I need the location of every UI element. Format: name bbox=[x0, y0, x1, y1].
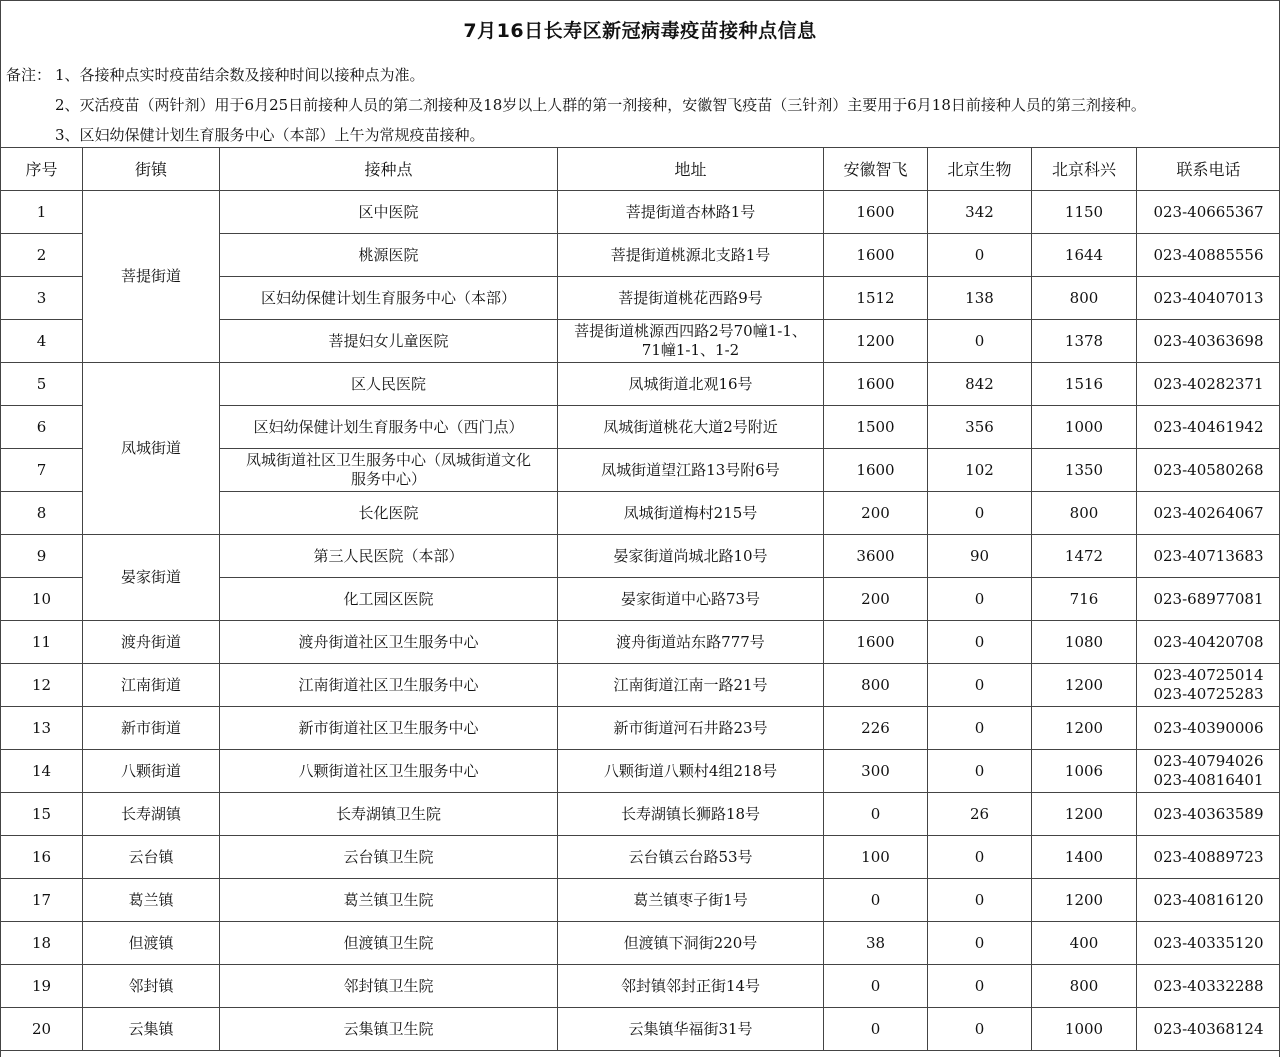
cell-site-line: 云集镇卫生院 bbox=[343, 1019, 434, 1038]
cell-index: 13 bbox=[1, 707, 83, 750]
cell-address-line: 71幢1-1、1-2 bbox=[641, 341, 740, 359]
cell-address bbox=[558, 664, 824, 707]
cell-address bbox=[558, 320, 824, 363]
cell-site-line: 化工园区医院 bbox=[343, 589, 434, 608]
cell-index: 14 bbox=[1, 750, 83, 793]
cell-site-line: 区妇幼保健计划生育服务中心（本部） bbox=[260, 288, 516, 307]
cell-beijing-bio: 0 bbox=[928, 578, 1032, 621]
cell-anhui-zhifei: 0 bbox=[824, 793, 928, 836]
cell-beijing-kexing: 1472 bbox=[1032, 535, 1137, 578]
header-street: 街镇 bbox=[83, 148, 220, 191]
cell-beijing-bio: 342 bbox=[928, 191, 1032, 234]
table-row bbox=[1, 922, 1280, 965]
cell-street: 渡舟街道 bbox=[83, 621, 220, 664]
cell-address-line: 凤城街道梅村215号 bbox=[623, 503, 758, 522]
cell-address bbox=[558, 750, 824, 793]
cell-beijing-bio: 0 bbox=[928, 879, 1032, 922]
cell-site-line: 八颗街道社区卫生服务中心 bbox=[298, 761, 479, 780]
header-index: 序号 bbox=[1, 148, 83, 191]
cell-beijing-kexing: 1200 bbox=[1032, 664, 1137, 707]
cell-beijing-kexing: 1644 bbox=[1032, 234, 1137, 277]
cell-phone bbox=[1137, 836, 1280, 879]
cell-address-line: 菩提街道桃源北支路1号 bbox=[610, 245, 771, 264]
cell-site bbox=[220, 793, 558, 836]
cell-phone bbox=[1137, 879, 1280, 922]
cell-phone bbox=[1137, 535, 1280, 578]
cell-site-line: 邻封镇卫生院 bbox=[343, 976, 434, 995]
cell-address bbox=[558, 707, 824, 750]
cell-phone-line: 023-40816401 bbox=[1153, 771, 1264, 789]
cell-phone-line: 023-40665367 bbox=[1153, 202, 1264, 221]
cell-address bbox=[558, 234, 824, 277]
cell-address-line: 新市街道河石井路23号 bbox=[613, 718, 768, 737]
cell-phone-line: 023-40794026 bbox=[1153, 752, 1264, 770]
vaccination-sites-table bbox=[0, 147, 1280, 1051]
cell-address bbox=[558, 492, 824, 535]
note-line-3 bbox=[55, 124, 485, 145]
table-row bbox=[1, 879, 1280, 922]
cell-address-line: 凤城街道北观16号 bbox=[628, 374, 753, 393]
cell-site bbox=[220, 965, 558, 1008]
cell-site-line: 区中医院 bbox=[358, 202, 419, 221]
cell-index: 8 bbox=[1, 492, 83, 535]
header-site: 接种点 bbox=[220, 148, 558, 191]
table-row bbox=[1, 664, 1280, 707]
cell-anhui-zhifei: 100 bbox=[824, 836, 928, 879]
cell-address bbox=[558, 535, 824, 578]
cell-index: 7 bbox=[1, 449, 83, 492]
table-row bbox=[1, 836, 1280, 879]
cell-phone bbox=[1137, 363, 1280, 406]
cell-site-line: 凤城街道社区卫生服务中心（凤城街道文化 bbox=[245, 451, 531, 469]
cell-beijing-bio: 0 bbox=[928, 621, 1032, 664]
cell-index: 3 bbox=[1, 277, 83, 320]
cell-anhui-zhifei: 0 bbox=[824, 879, 928, 922]
cell-address-line: 晏家街道中心路73号 bbox=[620, 589, 761, 608]
cell-beijing-bio: 356 bbox=[928, 406, 1032, 449]
cell-anhui-zhifei: 200 bbox=[824, 578, 928, 621]
cell-site-line: 江南街道社区卫生服务中心 bbox=[298, 675, 479, 694]
cell-anhui-zhifei: 38 bbox=[824, 922, 928, 965]
cell-anhui-zhifei: 1512 bbox=[824, 277, 928, 320]
cell-address-line: 渡舟街道站东路777号 bbox=[616, 632, 765, 651]
header-beijing-bio: 北京生物 bbox=[928, 148, 1032, 191]
cell-phone bbox=[1137, 922, 1280, 965]
cell-site bbox=[220, 277, 558, 320]
cell-index: 4 bbox=[1, 320, 83, 363]
cell-site-line: 葛兰镇卫生院 bbox=[343, 890, 434, 909]
cell-street: 八颗街道 bbox=[83, 750, 220, 793]
cell-beijing-bio: 0 bbox=[928, 965, 1032, 1008]
cell-address-line: 葛兰镇枣子街1号 bbox=[633, 890, 748, 909]
cell-site-line: 菩提妇女儿童医院 bbox=[328, 331, 449, 350]
cell-index: 2 bbox=[1, 234, 83, 277]
cell-index: 19 bbox=[1, 965, 83, 1008]
table-row bbox=[1, 621, 1280, 664]
cell-address-line: 菩提街道桃花西路9号 bbox=[618, 288, 763, 307]
cell-anhui-zhifei: 1600 bbox=[824, 449, 928, 492]
cell-phone bbox=[1137, 320, 1280, 363]
cell-address-line: 凤城街道望江路13号附6号 bbox=[601, 460, 780, 479]
page-title: 7月16日长寿区新冠病毒疫苗接种点信息 bbox=[463, 20, 817, 42]
cell-beijing-bio: 138 bbox=[928, 277, 1032, 320]
cell-address-line: 八颗街道八颗村4组218号 bbox=[603, 761, 778, 780]
cell-street: 云台镇 bbox=[83, 836, 220, 879]
cell-beijing-bio: 842 bbox=[928, 363, 1032, 406]
cell-beijing-kexing: 800 bbox=[1032, 965, 1137, 1008]
cell-address-line: 菩提街道杏林路1号 bbox=[625, 202, 756, 221]
cell-beijing-kexing: 400 bbox=[1032, 922, 1137, 965]
note-line-2 bbox=[55, 94, 1146, 115]
cell-phone bbox=[1137, 449, 1280, 492]
cell-anhui-zhifei: 800 bbox=[824, 664, 928, 707]
cell-beijing-kexing: 1000 bbox=[1032, 406, 1137, 449]
cell-phone bbox=[1137, 277, 1280, 320]
cell-street: 晏家街道 bbox=[83, 535, 220, 621]
cell-anhui-zhifei: 1600 bbox=[824, 191, 928, 234]
cell-beijing-kexing: 1080 bbox=[1032, 621, 1137, 664]
cell-street: 凤城街道 bbox=[83, 363, 220, 535]
cell-address-line: 江南街道江南一路21号 bbox=[613, 675, 768, 694]
cell-phone bbox=[1137, 664, 1280, 707]
cell-beijing-bio: 0 bbox=[928, 664, 1032, 707]
cell-beijing-kexing: 1400 bbox=[1032, 836, 1137, 879]
table-row bbox=[1, 750, 1280, 793]
table-row bbox=[1, 363, 1280, 406]
cell-address-line: 菩提街道桃源西四路2号70幢1-1、 bbox=[574, 322, 807, 340]
cell-address-line: 邻封镇邻封正街14号 bbox=[620, 976, 761, 995]
cell-site bbox=[220, 234, 558, 277]
cell-beijing-bio: 0 bbox=[928, 1008, 1032, 1051]
header-phone: 联系电话 bbox=[1137, 148, 1280, 191]
cell-site-line: 但渡镇卫生院 bbox=[343, 933, 434, 952]
note-prefix: 备注： bbox=[6, 66, 52, 84]
cell-beijing-bio: 90 bbox=[928, 535, 1032, 578]
cell-street: 云集镇 bbox=[83, 1008, 220, 1051]
cell-phone-line: 023-40264067 bbox=[1153, 503, 1264, 522]
cell-beijing-kexing: 1200 bbox=[1032, 793, 1137, 836]
cell-phone-line: 023-40420708 bbox=[1153, 632, 1264, 651]
table-row bbox=[1, 965, 1280, 1008]
cell-site-line: 渡舟街道社区卫生服务中心 bbox=[298, 632, 479, 651]
table-row bbox=[1, 793, 1280, 836]
cell-site-line: 第三人民医院（本部） bbox=[313, 546, 464, 565]
cell-phone-line: 023-68977081 bbox=[1153, 589, 1264, 608]
cell-site-line: 云台镇卫生院 bbox=[343, 847, 434, 866]
cell-beijing-kexing: 1006 bbox=[1032, 750, 1137, 793]
cell-index: 17 bbox=[1, 879, 83, 922]
cell-phone-line: 023-40335120 bbox=[1153, 933, 1264, 952]
cell-beijing-kexing: 1378 bbox=[1032, 320, 1137, 363]
cell-site-line: 桃源医院 bbox=[358, 245, 419, 264]
cell-phone-line: 023-40363589 bbox=[1153, 804, 1264, 823]
cell-phone-line: 023-40332288 bbox=[1153, 976, 1264, 995]
cell-phone-line: 023-40889723 bbox=[1153, 847, 1264, 866]
cell-site-line: 长寿湖镇卫生院 bbox=[335, 804, 441, 823]
cell-address bbox=[558, 363, 824, 406]
cell-beijing-kexing: 1200 bbox=[1032, 707, 1137, 750]
cell-address bbox=[558, 191, 824, 234]
cell-phone-line: 023-40390006 bbox=[1153, 718, 1264, 737]
cell-street: 邻封镇 bbox=[83, 965, 220, 1008]
cell-site bbox=[220, 922, 558, 965]
cell-index: 10 bbox=[1, 578, 83, 621]
cell-index: 15 bbox=[1, 793, 83, 836]
table-row bbox=[1, 1008, 1280, 1051]
table-body bbox=[1, 191, 1280, 1051]
cell-beijing-bio: 0 bbox=[928, 234, 1032, 277]
cell-address bbox=[558, 879, 824, 922]
cell-street: 葛兰镇 bbox=[83, 879, 220, 922]
note-text-1: 1、各接种点实时疫苗结余数及接种时间以接种点为准。 bbox=[55, 66, 425, 84]
cell-phone bbox=[1137, 234, 1280, 277]
cell-index: 6 bbox=[1, 406, 83, 449]
table-row bbox=[1, 707, 1280, 750]
table-row bbox=[1, 535, 1280, 578]
cell-phone-line: 023-40368124 bbox=[1153, 1019, 1264, 1038]
header-anhui-zhifei: 安徽智飞 bbox=[824, 148, 928, 191]
cell-street: 长寿湖镇 bbox=[83, 793, 220, 836]
cell-beijing-bio: 0 bbox=[928, 320, 1032, 363]
cell-address bbox=[558, 406, 824, 449]
cell-index: 11 bbox=[1, 621, 83, 664]
cell-anhui-zhifei: 1500 bbox=[824, 406, 928, 449]
cell-anhui-zhifei: 1600 bbox=[824, 363, 928, 406]
cell-index: 9 bbox=[1, 535, 83, 578]
cell-phone-line: 023-40580268 bbox=[1153, 460, 1264, 479]
cell-site bbox=[220, 492, 558, 535]
cell-street: 但渡镇 bbox=[83, 922, 220, 965]
cell-anhui-zhifei: 1600 bbox=[824, 621, 928, 664]
cell-site bbox=[220, 664, 558, 707]
cell-phone bbox=[1137, 1008, 1280, 1051]
cell-street: 江南街道 bbox=[83, 664, 220, 707]
cell-anhui-zhifei: 0 bbox=[824, 965, 928, 1008]
cell-beijing-bio: 0 bbox=[928, 836, 1032, 879]
cell-phone bbox=[1137, 492, 1280, 535]
cell-beijing-bio: 0 bbox=[928, 922, 1032, 965]
cell-phone-line: 023-40282371 bbox=[1153, 374, 1264, 393]
cell-site bbox=[220, 578, 558, 621]
header-beijing-kexing: 北京科兴 bbox=[1032, 148, 1137, 191]
cell-street: 菩提街道 bbox=[83, 191, 220, 363]
cell-beijing-kexing: 1516 bbox=[1032, 363, 1137, 406]
cell-index: 16 bbox=[1, 836, 83, 879]
cell-index: 1 bbox=[1, 191, 83, 234]
cell-beijing-bio: 26 bbox=[928, 793, 1032, 836]
cell-phone-line: 023-40363698 bbox=[1153, 331, 1264, 350]
cell-site-line: 服务中心） bbox=[350, 470, 426, 488]
cell-anhui-zhifei: 3600 bbox=[824, 535, 928, 578]
cell-site-line: 区人民医院 bbox=[350, 374, 426, 393]
note-line-1 bbox=[6, 64, 425, 85]
cell-anhui-zhifei: 1200 bbox=[824, 320, 928, 363]
cell-beijing-kexing: 716 bbox=[1032, 578, 1137, 621]
cell-index: 20 bbox=[1, 1008, 83, 1051]
cell-anhui-zhifei: 226 bbox=[824, 707, 928, 750]
cell-address bbox=[558, 621, 824, 664]
cell-phone-line: 023-40725014 bbox=[1153, 666, 1264, 684]
cell-phone bbox=[1137, 406, 1280, 449]
cell-beijing-bio: 0 bbox=[928, 707, 1032, 750]
cell-site-line: 新市街道社区卫生服务中心 bbox=[298, 718, 479, 737]
cell-phone bbox=[1137, 578, 1280, 621]
cell-index: 12 bbox=[1, 664, 83, 707]
cell-beijing-bio: 102 bbox=[928, 449, 1032, 492]
cell-beijing-kexing: 1200 bbox=[1032, 879, 1137, 922]
cell-address bbox=[558, 578, 824, 621]
cell-site bbox=[220, 621, 558, 664]
cell-phone-line: 023-40885556 bbox=[1153, 245, 1264, 264]
cell-address-line: 云台镇云台路53号 bbox=[628, 847, 753, 866]
cell-address bbox=[558, 836, 824, 879]
cell-phone bbox=[1137, 707, 1280, 750]
cell-address-line: 云集镇华福街31号 bbox=[628, 1019, 753, 1038]
cell-site bbox=[220, 449, 558, 492]
cell-index: 18 bbox=[1, 922, 83, 965]
cell-address bbox=[558, 793, 824, 836]
cell-site bbox=[220, 879, 558, 922]
cell-phone bbox=[1137, 750, 1280, 793]
cell-address bbox=[558, 277, 824, 320]
note-text-3: 3、区妇幼保健计划生育服务中心（本部）上午为常规疫苗接种。 bbox=[55, 126, 485, 144]
cell-address bbox=[558, 922, 824, 965]
cell-beijing-kexing: 1000 bbox=[1032, 1008, 1137, 1051]
cell-phone bbox=[1137, 965, 1280, 1008]
cell-beijing-kexing: 1350 bbox=[1032, 449, 1137, 492]
cell-anhui-zhifei: 1600 bbox=[824, 234, 928, 277]
note-text-2: 2、灭活疫苗（两针剂）用于6月25日前接种人员的第二剂接种及18岁以上人群的第一剂接种，安徽智飞疫苗（三针剂）主要用于6月18日前接种人员的第三剂接种。 bbox=[55, 96, 1146, 114]
cell-phone-line: 023-40725283 bbox=[1153, 685, 1264, 703]
cell-address-line: 但渡镇下洞街220号 bbox=[623, 933, 758, 952]
cell-phone bbox=[1137, 793, 1280, 836]
table-row bbox=[1, 191, 1280, 234]
cell-site bbox=[220, 836, 558, 879]
header-address: 地址 bbox=[558, 148, 824, 191]
cell-site-line: 长化医院 bbox=[358, 503, 419, 522]
cell-index: 5 bbox=[1, 363, 83, 406]
cell-beijing-kexing: 800 bbox=[1032, 492, 1137, 535]
cell-beijing-bio: 0 bbox=[928, 750, 1032, 793]
cell-site bbox=[220, 750, 558, 793]
cell-phone-line: 023-40816120 bbox=[1153, 890, 1264, 909]
cell-address-line: 长寿湖镇长狮路18号 bbox=[620, 804, 761, 823]
cell-anhui-zhifei: 0 bbox=[824, 1008, 928, 1051]
cell-beijing-kexing: 800 bbox=[1032, 277, 1137, 320]
cell-phone-line: 023-40713683 bbox=[1153, 546, 1264, 565]
cell-beijing-bio: 0 bbox=[928, 492, 1032, 535]
cell-site bbox=[220, 320, 558, 363]
cell-site bbox=[220, 707, 558, 750]
cell-address-line: 凤城街道桃花大道2号附近 bbox=[603, 417, 778, 436]
cell-beijing-kexing: 1150 bbox=[1032, 191, 1137, 234]
cell-phone bbox=[1137, 191, 1280, 234]
cell-site bbox=[220, 1008, 558, 1051]
cell-anhui-zhifei: 300 bbox=[824, 750, 928, 793]
cell-address-line: 晏家街道尚城北路10号 bbox=[613, 546, 768, 565]
cell-phone bbox=[1137, 621, 1280, 664]
cell-site bbox=[220, 191, 558, 234]
cell-phone-line: 023-40407013 bbox=[1153, 288, 1264, 307]
cell-address bbox=[558, 965, 824, 1008]
cell-site bbox=[220, 406, 558, 449]
cell-site bbox=[220, 535, 558, 578]
cell-street: 新市街道 bbox=[83, 707, 220, 750]
table-header-row bbox=[1, 148, 1280, 191]
cell-anhui-zhifei: 200 bbox=[824, 492, 928, 535]
cell-address bbox=[558, 1008, 824, 1051]
cell-site bbox=[220, 363, 558, 406]
cell-phone-line: 023-40461942 bbox=[1153, 417, 1264, 436]
cell-address bbox=[558, 449, 824, 492]
cell-site-line: 区妇幼保健计划生育服务中心（西门点） bbox=[253, 417, 524, 436]
